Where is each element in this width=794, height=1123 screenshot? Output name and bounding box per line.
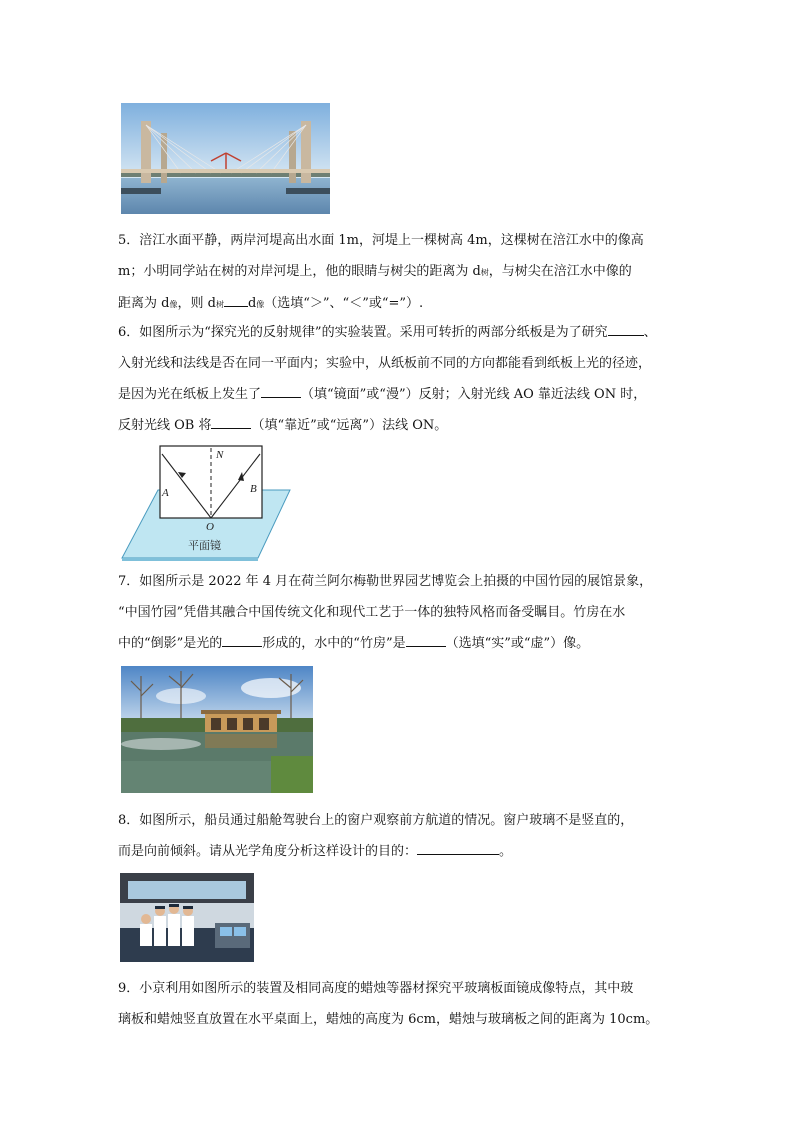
q8-blank-purpose[interactable] [417, 840, 499, 855]
q6-blank-reflection-type[interactable] [261, 383, 301, 398]
q5-blank-compare[interactable] [224, 292, 248, 307]
question-7 [118, 566, 678, 659]
q8-line-2: 而是向前倾斜。请从光学角度分析这样设计的目的： 。 [118, 836, 678, 867]
ship-bridge-photo [120, 873, 254, 962]
q9-line-2: 璃板和蜡烛竖直放置在水平桌面上，蜡烛的高度为 6cm，蜡烛与玻璃板之间的距离为 10cm。 [118, 1012, 659, 1027]
label-a: A [162, 487, 169, 499]
question-8 [118, 805, 678, 867]
q5-line-3: 距离为 d像，则 d树 d像（选填“＞”、“＜”或“=”）. [118, 288, 678, 320]
q6-blank-plane[interactable] [608, 321, 644, 336]
question-9 [118, 973, 678, 1035]
reflection-diagram [118, 442, 298, 564]
q6-line-3: 是因为光在纸板上发生了 （填“镜面”或“漫”）反射；入射光线 AO 靠近法线 ON 时， [118, 379, 678, 410]
q8-line-1: 8．如图所示，船员通过船舱驾驶台上的窗户观察前方航道的情况。窗户玻璃不是竖直的， [118, 813, 634, 828]
q9-line-1: 9．小京利用如图所示的装置及相同高度的蜡烛等器材探究平玻璃板面镜成像特点，其中玻 [118, 981, 634, 996]
bamboo-pavilion-photo [121, 666, 313, 793]
question-6 [118, 317, 678, 441]
label-n: N [216, 449, 224, 461]
q6-blank-direction[interactable] [211, 414, 251, 429]
question-5 [118, 225, 678, 320]
q6-line-4: 反射光线 OB 将 （填“靠近”或“远离”）法线 ON。 [118, 410, 678, 441]
label-b: B [250, 483, 257, 495]
bridge-photo [121, 103, 330, 214]
q6-line-2: 入射光线和法线是否在同一平面内；实验中，从纸板前不同的方向都能看到纸板上光的径迹， [118, 356, 652, 371]
q5-line-2: m；小明同学站在树的对岸河堤上，他的眼睛与树尖的距离为 d树，与树尖在涪江水中像的 [118, 264, 632, 279]
label-o: O [206, 521, 214, 533]
mirror-label: 平面镜 [188, 539, 221, 552]
q6-line-1: 6．如图所示为“探究光的反射规律”的实验装置。采用可转折的两部分纸板是为了研究 、 [118, 317, 678, 348]
q7-line-3: 中的“倒影”是光的 形成的，水中的“竹房”是 （选填“实”或“虚”）像。 [118, 628, 678, 659]
q7-line-2: “中国竹园”凭借其融合中国传统文化和现代工艺于一体的独特风格而备受瞩目。竹房在水 [118, 605, 626, 620]
q5-line-1: 5．涪江水面平静，两岸河堤高出水面 1m，河堤上一棵树高 4m，这棵树在涪江水中的像高 [118, 233, 644, 248]
q7-blank-light-phenomenon[interactable] [222, 632, 262, 647]
q7-line-1: 7．如图所示是 2022 年 4 月在荷兰阿尔梅勒世界园艺博览会上拍摄的中国竹园的展馆景象， [118, 574, 653, 589]
q7-blank-real-virtual[interactable] [406, 632, 446, 647]
